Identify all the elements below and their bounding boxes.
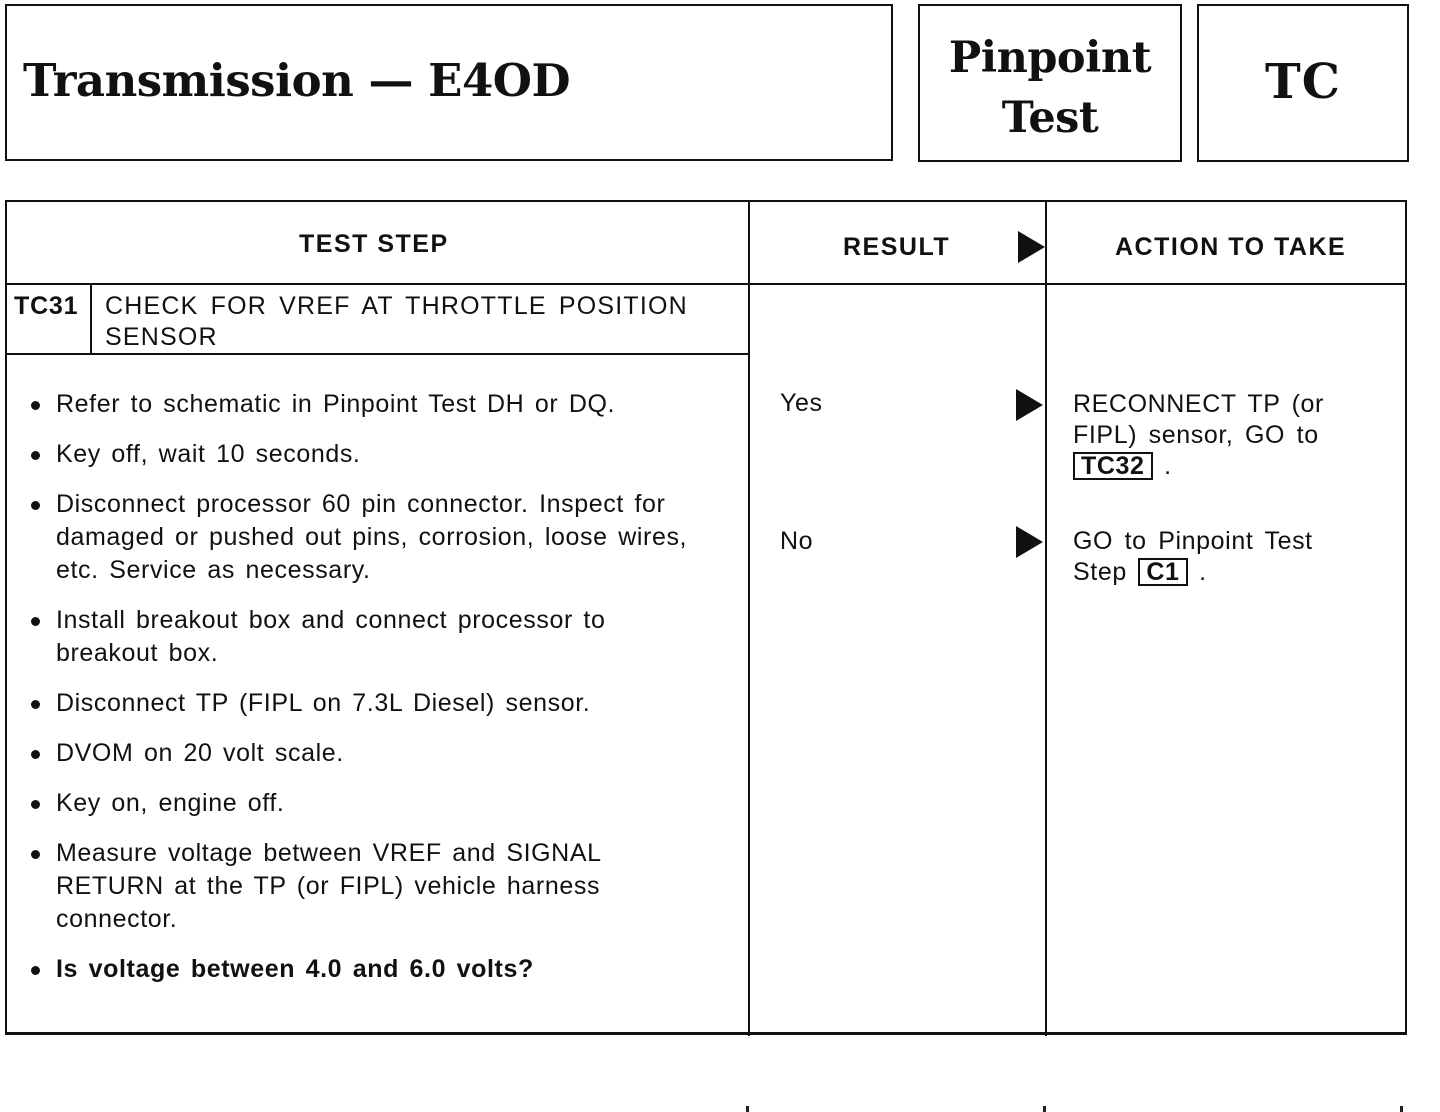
step-id-divider (90, 283, 92, 355)
scan-mark (1043, 1106, 1046, 1112)
action-text: GO to Pinpoint Test Step (1073, 527, 1313, 586)
action-suffix: . (1199, 558, 1207, 586)
bullet-icon (31, 966, 40, 975)
step-instruction: Key on, engine off. (56, 789, 285, 817)
list-item (25, 604, 715, 670)
step-instruction: Disconnect processor 60 pin connector. Inspect for damaged or pushed out pins, corrosion, loose wires, etc. Service as necessary. (56, 490, 688, 584)
scan-mark (746, 1106, 749, 1112)
column-header-result: RESULT (843, 233, 951, 261)
step-instruction: DVOM on 20 volt scale. (56, 739, 344, 767)
list-item (25, 837, 715, 936)
scan-mark (1400, 1106, 1403, 1112)
list-item (25, 388, 715, 421)
result-arrow-icon (1016, 389, 1043, 421)
section-label-line2: Test (1001, 93, 1099, 143)
action-yes (1073, 389, 1373, 482)
step-title-divider (5, 353, 750, 355)
section-code: TC (1265, 54, 1341, 110)
section-label-box (918, 4, 1182, 162)
result-yes: Yes (780, 389, 823, 417)
bullet-icon (31, 800, 40, 809)
list-item (25, 488, 715, 587)
action-no (1073, 526, 1373, 588)
bullet-icon (31, 501, 40, 510)
list-item (25, 438, 715, 471)
section-label (920, 28, 1180, 148)
step-reference-tc32[interactable]: TC32 (1073, 452, 1153, 480)
result-arrow-icon (1018, 231, 1045, 263)
step-id: TC31 (14, 292, 79, 320)
step-instruction: Refer to schematic in Pinpoint Test DH or DQ. (56, 390, 616, 418)
bullet-icon (31, 850, 40, 859)
step-instruction: Measure voltage between VREF and SIGNAL RETURN at the TP (or FIPL) vehicle harness connector. (56, 839, 601, 933)
title-box (5, 4, 893, 161)
bullet-icon (31, 750, 40, 759)
step-instruction: Key off, wait 10 seconds. (56, 440, 361, 468)
result-arrow-icon (1016, 526, 1043, 558)
column-divider-result (748, 200, 750, 1036)
section-code-box (1197, 4, 1409, 162)
column-header-test-step: TEST STEP (299, 230, 449, 258)
list-item (25, 687, 715, 720)
result-no: No (780, 527, 814, 555)
test-step-list (25, 388, 715, 1003)
document-title: Transmission — E4OD (23, 54, 571, 107)
section-label-line1: Pinpoint (948, 33, 1152, 83)
step-title: CHECK FOR VREF AT THROTTLE POSITION SENSOR (105, 292, 688, 351)
bullet-icon (31, 617, 40, 626)
step-instruction: Install breakout box and connect processor to breakout box. (56, 606, 606, 667)
list-item (25, 737, 715, 770)
step-instruction: Disconnect TP (FIPL on 7.3L Diesel) sensor. (56, 689, 591, 717)
step-question: Is voltage between 4.0 and 6.0 volts? (56, 955, 534, 983)
action-text: RECONNECT TP (or FIPL) sensor, GO to (1073, 390, 1324, 449)
action-suffix: . (1164, 452, 1172, 480)
list-item (25, 787, 715, 820)
column-divider-action (1045, 200, 1047, 1036)
step-reference-c1[interactable]: C1 (1138, 558, 1187, 586)
bullet-icon (31, 451, 40, 460)
column-header-action: ACTION TO TAKE (1115, 233, 1347, 261)
bullet-icon (31, 700, 40, 709)
bullet-icon (31, 401, 40, 410)
header-row-divider (5, 283, 1407, 285)
list-item (25, 953, 715, 986)
